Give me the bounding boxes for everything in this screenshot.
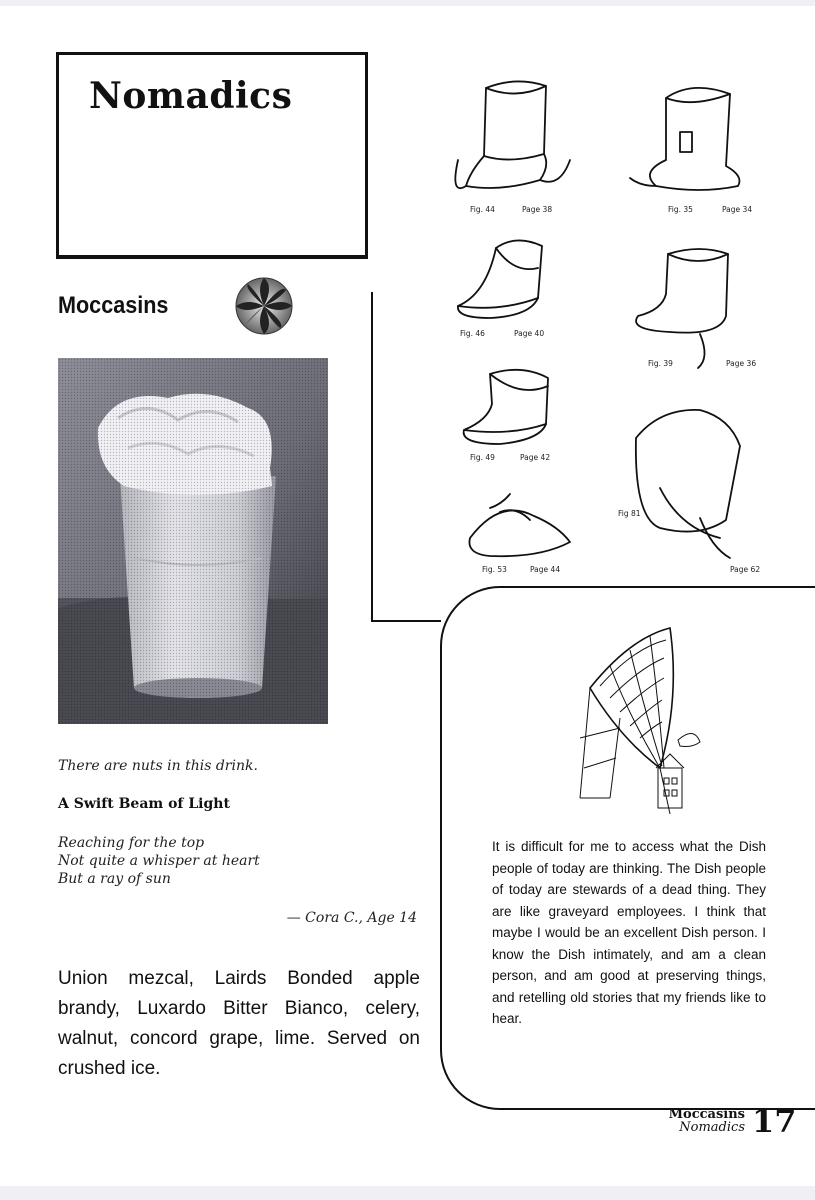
poem-credit: — Cora C., Age 14	[286, 910, 417, 926]
moccasin-sketch	[636, 249, 728, 368]
figure-page: Page 40	[514, 329, 545, 338]
essay-text: It is difficult for me to access what the Dish people of today are thinking. The Dish people of today are stewards of a dead thing. They are like graveyard employees. I think that maybe I would be an excellent Dish person. I know the Dish intimately, and am a clean person, and am good at preserving things, and retelling old stories that my friends like to hear.	[492, 839, 766, 1026]
drink-photo	[58, 358, 328, 724]
poem	[58, 834, 260, 888]
divider-horizontal	[371, 620, 441, 622]
moccasin-figures-illustration	[430, 68, 800, 588]
footer-magazine: Nomadics	[679, 1120, 745, 1135]
page-footer	[669, 1108, 745, 1134]
figure-page: Page 62	[730, 565, 761, 574]
moccasin-sketch	[636, 410, 740, 558]
figure-page: Page 34	[722, 205, 753, 214]
figure-caption: Fig. 49	[470, 453, 495, 462]
drink-ingredients: Union mezcal, Lairds Bonded apple brandy, Luxardo Bitter Bianco, celery, walnut, concord grape, lime. Served on crushed ice.	[58, 968, 420, 1079]
figure-page: Page 44	[530, 565, 561, 574]
figure-page: Page 38	[522, 205, 553, 214]
poem-line: Not quite a whisper at heart	[58, 853, 260, 869]
figure-caption: Fig. 46	[460, 329, 485, 338]
page-number: 17	[752, 1102, 797, 1140]
satellite-dish-illustration	[560, 618, 710, 818]
peppermint-candy-icon	[234, 276, 294, 336]
figure-caption: Fig. 44	[470, 205, 495, 214]
title-box	[56, 52, 368, 259]
figure-caption: Fig. 39	[648, 359, 673, 368]
figure-caption: Fig. 35	[668, 205, 693, 214]
moccasin-sketch	[455, 81, 570, 188]
moccasin-sketch	[458, 240, 542, 318]
drink-tagline: There are nuts in this drink.	[58, 758, 258, 774]
footer-section: Moccasins	[668, 1107, 745, 1122]
figure-caption: Fig. 53	[482, 565, 507, 574]
magazine-title: Nomadics	[89, 75, 293, 117]
poem-title: A Swift Beam of Light	[58, 796, 230, 812]
figure-page: Page 36	[726, 359, 757, 368]
divider-vertical	[371, 292, 373, 622]
figure-page: Page 42	[520, 453, 551, 462]
moccasin-sketch	[469, 494, 570, 556]
section-title: Moccasins	[58, 292, 169, 319]
moccasin-sketch	[464, 370, 548, 444]
magazine-page	[0, 6, 815, 1186]
poem-line: Reaching for the top	[58, 835, 205, 851]
moccasin-sketch	[630, 88, 740, 190]
figure-caption: Fig 81	[618, 509, 641, 518]
poem-line: But a ray of sun	[58, 871, 171, 887]
